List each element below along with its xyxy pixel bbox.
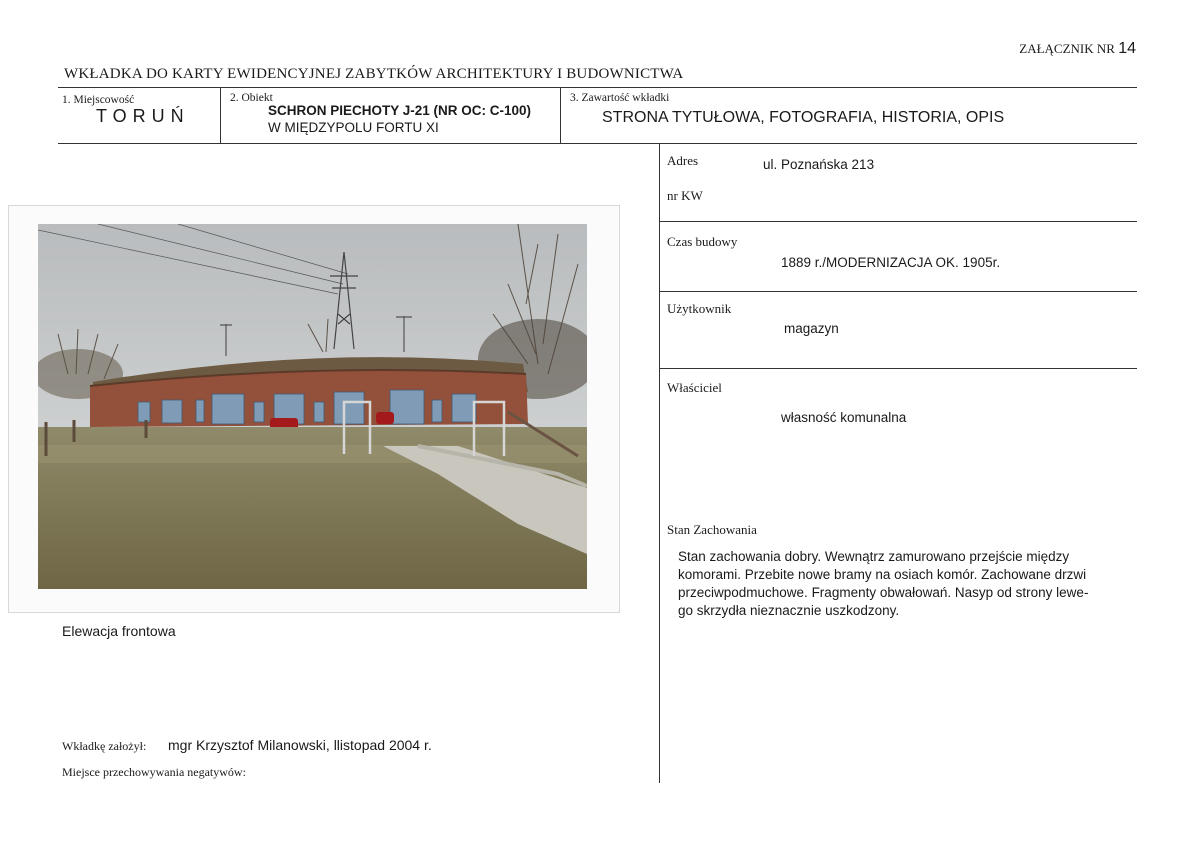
appendix-label: ZAŁĄCZNIK NR: [1019, 41, 1115, 56]
address-separator: [660, 221, 1137, 222]
photo-caption: Elewacja frontowa: [62, 623, 176, 639]
user-separator: [660, 368, 1137, 369]
condition-line: go skrzydła nieznacznie uszkodzony.: [678, 603, 900, 618]
object-name: SCHRON PIECHOTY J-21 (NR OC: C-100): [268, 103, 532, 118]
column-divider: [659, 143, 660, 783]
address-value: ul. Poznańska 213: [763, 157, 875, 172]
object-location: W MIĘDZYPOLU FORTU XI: [268, 120, 439, 135]
contents-label: 3. Zawartość wkładki: [570, 92, 670, 104]
user-label: Użytkownik: [667, 301, 732, 316]
negatives-label: Miejsce przechowywania negatywów:: [62, 765, 246, 779]
condition-line: Stan zachowania dobry. Wewnątrz zamurowano przejście między: [678, 549, 1070, 564]
creator-value: mgr Krzysztof Milanowski, llistopad 2004 r.: [168, 737, 432, 753]
header-divider-2: [560, 88, 561, 143]
header-bottom-line: [58, 143, 1137, 144]
user-value: magazyn: [784, 321, 839, 336]
build-time-separator: [660, 291, 1137, 292]
appendix-number: 14: [1118, 40, 1136, 57]
build-time-value: 1889 r./MODERNIZACJA OK. 1905r.: [781, 255, 1001, 270]
creator-label: Wkładkę założył:: [62, 739, 147, 753]
locality-label: 1. Miejscowość: [62, 94, 135, 106]
owner-value: własność komunalna: [781, 410, 907, 425]
owner-label: Właściciel: [667, 380, 722, 395]
appendix-marker: [1019, 40, 1136, 58]
condition-description: [678, 548, 1098, 620]
locality-value: TORUŃ: [96, 106, 190, 126]
bunker-photo: [38, 224, 587, 589]
condition-label: Stan Zachowania: [667, 522, 757, 537]
condition-line: komorami. Przebite nowe bramy na osiach komór. Zachowane drzwi: [678, 567, 1087, 582]
document-title: WKŁADKA DO KARTY EWIDENCYJNEJ ZABYTKÓW ARCHITEKTURY I BUDOWNICTWA: [64, 66, 684, 82]
kw-label: nr KW: [667, 188, 703, 203]
build-time-label: Czas budowy: [667, 234, 738, 249]
object-label: 2. Obiekt: [230, 92, 273, 104]
contents-value: STRONA TYTUŁOWA, FOTOGRAFIA, HISTORIA, OPIS: [602, 109, 1005, 126]
address-label: Adres: [667, 153, 699, 168]
condition-line: przeciwpodmuchowe. Fragmenty obwałowań. Nasyp od strony lewe-: [678, 585, 1089, 600]
header-divider-1: [220, 88, 221, 143]
